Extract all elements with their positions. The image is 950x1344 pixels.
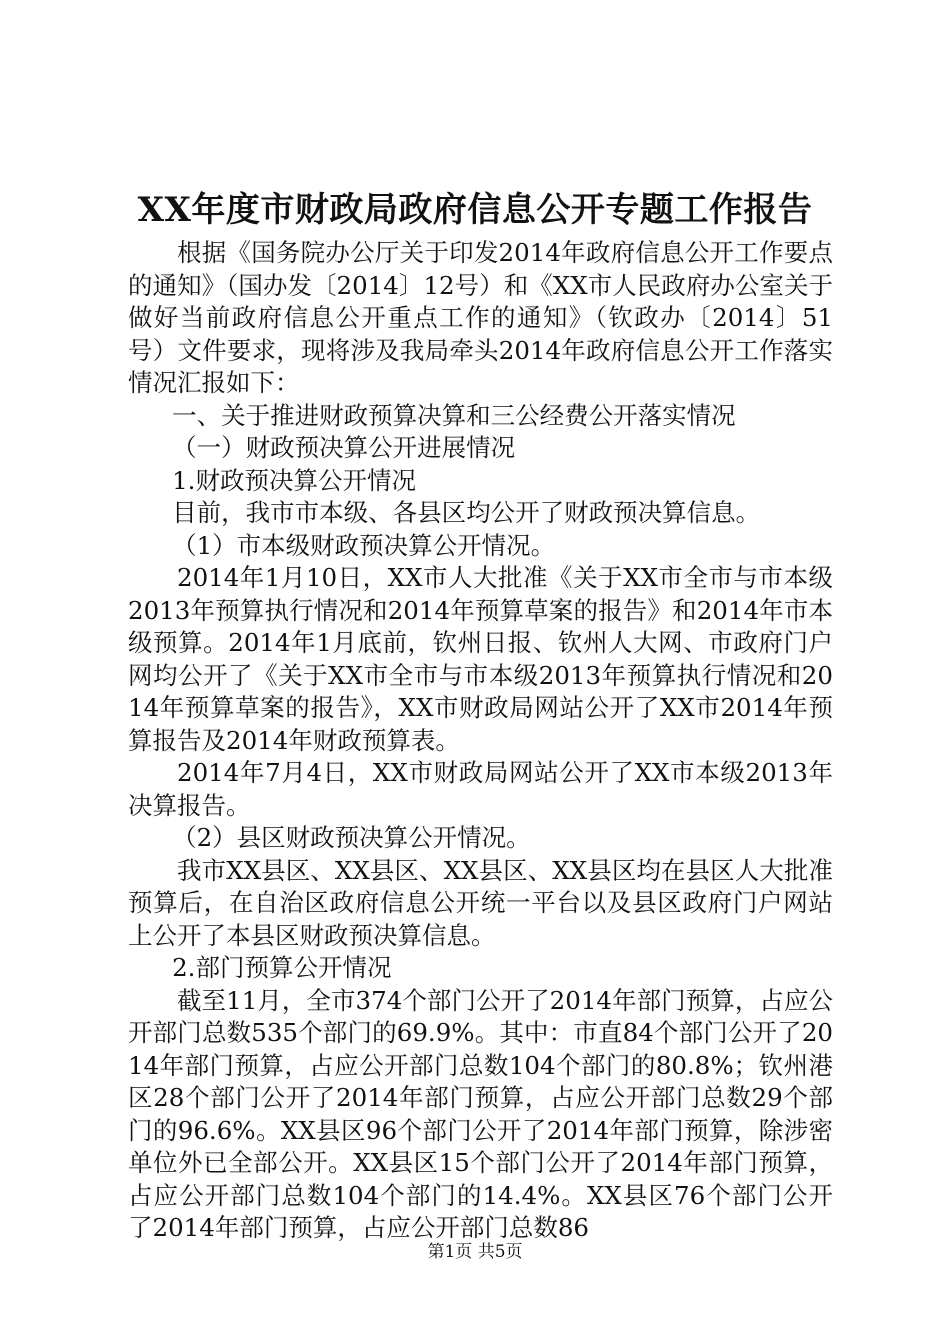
item-heading: 1.财政预决算公开情况 — [172, 465, 416, 495]
body-paragraph: 目前，我市市本级、各县区均公开了财政预决算信息。 — [172, 498, 761, 527]
intro-paragraph: 根据《国务院办公厅关于印发2014年政府信息公开工作要点的通知》（国办发〔2014〕12号）和《XX市人民政府办公室关于做好当前政府信息公开重点工作的通知》（钦政办〔2014〕51号）文件要求，现将涉及我局牵头2014年政府信息公开工作落实情况汇报如下： — [128, 238, 833, 397]
sub-item-heading: （1）市本级财政预决算公开情况。 — [172, 530, 556, 560]
body-paragraph: 2014年1月10日，XX市人大批准《关于XX市全市与市本级2013年预算执行情况和2014年预算草案的报告》和2014年市本级预算。2014年1月底前，钦州日报、钦州人大网、市政府门户网均公开了《关于XX市全市与市本级2013年预算执行情况和2014年预算草案的报告》，XX市财政局网站公开了XX市2014年预算报告及2014年财政预算表。 — [128, 563, 833, 755]
section-heading: 一、关于推进财政预算决算和三公经费公开落实情况 — [172, 400, 736, 430]
page-footer: 第1页 共5页 — [427, 1242, 523, 1262]
body-paragraph: 我市XX县区、XX县区、XX县区、XX县区均在县区人大批准预算后，在自治区政府信息公开统一平台以及县区政府门户网站上公开了本县区财政预决算信息。 — [128, 855, 833, 950]
item-heading: 2.部门预算公开情况 — [172, 953, 392, 982]
body-paragraph: 截至11月，全市374个部门公开了2014年部门预算，占应公开部门总数535个部门的69.9%。其中：市直84个部门公开了2014年部门预算，占应公开部门总数104个部门的80.8%；钦州港区28个部门公开了2014年部门预算，占应公开部门总数29个部门的96.6%。XX县区96个部门公开了2014年部门预算，除涉密单位外已全部公开。XX县区15个部门公开了2014年部门预算，占应公开部门总数104个部门的14.4%。XX县区76个部门公开了2014年部门预算，占应公开部门总数86 — [128, 985, 833, 1242]
body-paragraph: 2014年7月4日，XX市财政局网站公开了XX市本级2013年决算报告。 — [128, 758, 833, 820]
sub-item-heading: （2）县区财政预决算公开情况。 — [172, 823, 531, 852]
document-title: XX年度市财政局政府信息公开专题工作报告 — [137, 190, 813, 230]
document-body — [128, 237, 833, 1245]
subsection-heading: （一）财政预决算公开进展情况 — [172, 433, 516, 462]
